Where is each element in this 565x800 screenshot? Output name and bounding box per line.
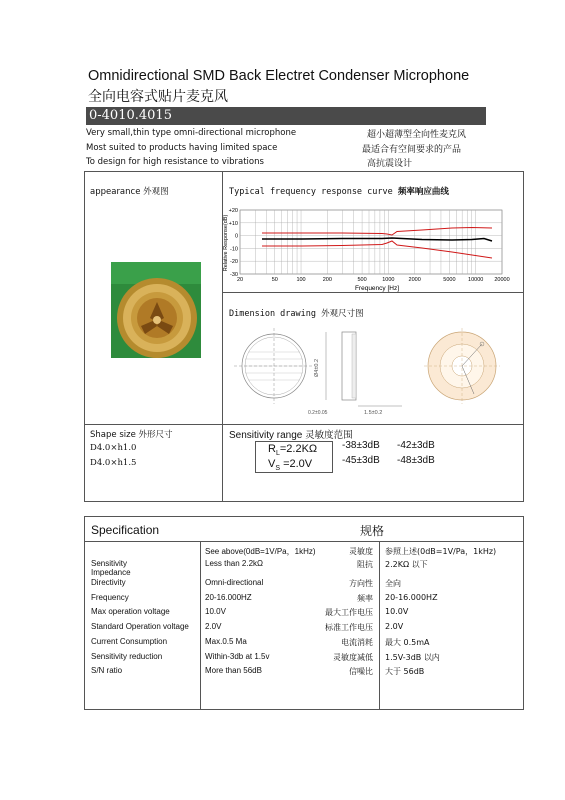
spec-value-cn: 全向	[385, 579, 401, 588]
sensitivity-value: -45±3dB	[342, 455, 380, 466]
spec-value: 20-16.000HZ	[205, 593, 252, 602]
x-tick-label: 50	[271, 277, 278, 283]
spec-title: Specification	[91, 523, 160, 537]
x-tick-label: 200	[322, 277, 332, 283]
spec-param-name-cn: 标准工作电压	[325, 623, 373, 632]
spec-param-name: Max operation voltage	[91, 607, 170, 616]
feature-3-cn: 高抗震设计	[367, 159, 413, 169]
spec-param-name-cn: 方向性	[349, 579, 373, 588]
spec-param-name: S/N ratio	[91, 666, 123, 675]
x-tick-label: 500	[357, 277, 367, 283]
spec-param-name-cn: 频率	[357, 594, 373, 603]
dim-diameter: Ø4±0.2	[314, 358, 320, 378]
y-tick-label: -20	[230, 259, 238, 266]
spec-value-cn: 1.5V-3dB 以内	[385, 653, 440, 662]
table-divider	[200, 541, 201, 710]
spec-title-cn: 规格	[360, 524, 385, 538]
appearance-label: appearance 外观图	[90, 187, 169, 197]
feature-1: Very small,thin type omni-directional microphone	[86, 128, 297, 138]
spec-value: Max.0.5 Ma	[205, 637, 247, 646]
load-resistance: $R_L=2.2K\Omega$	[268, 443, 318, 458]
document-title: Omnidirectional SMD Back Electret Condenser Microphone	[88, 68, 470, 84]
spec-param-name-cn: 灵敏度减低	[333, 653, 373, 662]
spec-param-name: Frequency	[91, 593, 129, 602]
feature-2: Most suited to products having limited space	[86, 143, 278, 153]
spec-value-cn: 20-16.000HZ	[385, 593, 438, 602]
shape-size-label: Shape size 外形尺寸	[90, 430, 173, 440]
spec-param-name-cn: 阻抗	[357, 560, 373, 569]
spec-value-cn: 参照上述(0dB=1V/Pa，1kHz)	[385, 547, 497, 556]
table-divider	[84, 424, 524, 425]
dim-height: 1.5±0.2	[364, 410, 383, 416]
spec-value: Less than 2.2kΩ	[205, 559, 264, 568]
freq-response-chart	[222, 204, 522, 294]
sensitivity-value: -48±3dB	[397, 455, 435, 466]
x-axis-label: Frequency [Hz]	[354, 285, 400, 292]
spec-param-name-cn: 最大工作电压	[325, 608, 373, 617]
feature-1-cn: 超小超薄型全向性麦克风	[367, 130, 467, 140]
microphone-photo	[111, 262, 201, 358]
feature-3: To design for high resistance to vibrations	[86, 157, 264, 167]
spec-value: 2.0V	[205, 622, 222, 631]
dimension-drawing	[230, 322, 520, 420]
shape-size-2: D4.0×h1.5	[90, 458, 137, 468]
spec-param-name: Sensitivity	[91, 559, 128, 568]
x-tick-label: 20	[236, 277, 244, 283]
spec-value-cn: 2.0V	[385, 622, 404, 631]
spec-param-name: Current Consumption	[91, 637, 168, 646]
y-tick-label: -10	[230, 246, 238, 253]
y-tick-label: 0	[234, 233, 238, 240]
spec-param-name-cn: 灵敏度	[349, 547, 373, 556]
spec-value: 10.0V	[205, 607, 226, 616]
supply-voltage: $V_S =2.0V$	[268, 458, 313, 473]
document-title-cn: 全向电容式贴片麦克风	[88, 89, 228, 105]
spec-value-cn: 10.0V	[385, 607, 409, 616]
y-tick-label: +10	[228, 220, 238, 227]
x-tick-label: 2000	[408, 277, 421, 283]
spec-value: See above(0dB=1V/Pa，1kHz)	[205, 547, 316, 556]
shape-size-1: D4.0×h1.0	[90, 443, 137, 453]
x-tick-label: 5000	[443, 277, 456, 283]
dimension-title: Dimension drawing 外观尺寸图	[229, 309, 364, 319]
x-tick-label: 1000	[382, 277, 395, 283]
spec-param-name: Sensitivity reduction	[91, 652, 163, 661]
spec-value-cn: 大于 56dB	[385, 667, 425, 676]
sensitivity-value: -42±3dB	[397, 440, 435, 451]
spec-value-cn: 2.2KΩ 以下	[385, 560, 428, 569]
table-divider	[84, 541, 524, 542]
feature-2-cn: 最适合有空间要求的产品	[362, 145, 462, 155]
spec-param-name-cn: 信噪比	[349, 667, 373, 676]
spec-param-name: Directivity	[91, 578, 126, 587]
x-tick-label: 10000	[468, 277, 484, 283]
part-number-bar: 0-4010.4015	[86, 107, 486, 125]
y-axis-label: Relative Response(dB)	[223, 214, 229, 272]
x-tick-label: 20000	[494, 277, 510, 283]
sensitivity-range-label: Sensitivity range 灵敏度范围	[229, 430, 353, 441]
freq-chart-title: Typical frequency response curve 频率响应曲线	[229, 187, 449, 197]
sensitivity-value: -38±3dB	[342, 440, 380, 451]
spec-param-name: Impedance	[91, 568, 131, 577]
y-tick-label: -30	[230, 272, 238, 278]
x-tick-label: 100	[296, 277, 306, 283]
spec-value: More than 56dB	[205, 666, 262, 675]
spec-param-name-cn: 电流消耗	[341, 638, 373, 647]
spec-value-cn: 最大 0.5mA	[385, 638, 430, 647]
table-divider	[379, 541, 380, 710]
dim-terminal: 0.2±0.05	[308, 410, 328, 416]
y-tick-label: +20	[228, 208, 238, 214]
spec-value: Omni-directional	[205, 578, 264, 587]
spec-value: Within-3db at 1.5v	[205, 652, 270, 661]
spec-param-name: Standard Operation voltage	[91, 622, 189, 631]
